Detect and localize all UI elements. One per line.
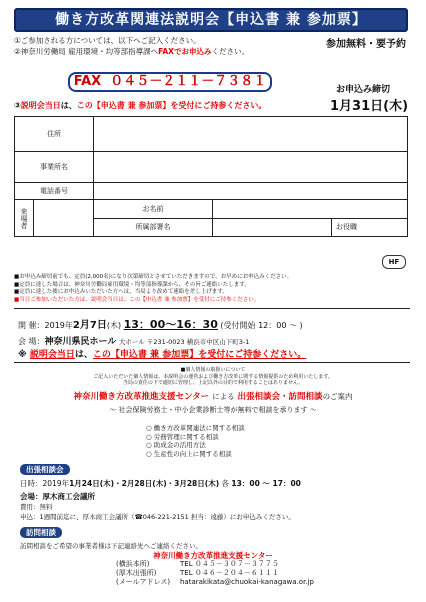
instruction-2-suffix: ください。	[211, 47, 249, 56]
bring-prefix: ※	[18, 350, 27, 360]
deadline-date: 1月31日(木)	[330, 99, 409, 114]
address-field[interactable]	[94, 117, 408, 152]
center-heading	[8, 390, 418, 402]
note-line: ■当日ご参加いただいた方は、説明会当日は、この【申込書 兼 参加票】を受付にご持参ください。	[14, 296, 260, 303]
contact-label: (厚木出張所)	[116, 569, 157, 577]
address-label: 住所	[15, 117, 94, 152]
application-form	[8, 4, 418, 596]
position-label: お役職	[336, 223, 357, 232]
company-label: 事業所名	[15, 152, 94, 183]
session-dates: 1月24日(木)・2月28日(木)・3月28日(木)	[69, 479, 220, 488]
instruction-3	[14, 100, 266, 111]
session-time-mid: 各	[221, 479, 230, 488]
fax-label: FAX	[73, 74, 102, 89]
company-field[interactable]	[94, 152, 408, 183]
dept-label: 所属部署名	[94, 218, 213, 237]
session-date-prefix: 日時：2019年	[20, 479, 70, 488]
event-venue-detail: 大ホール 〒231-0023 横浜市中区山下町3-1	[118, 338, 250, 346]
instruction-1: ①ご参加される方については、以下へご記入ください。	[14, 36, 201, 45]
event-reception: (受付開始 12：00 ～ )	[220, 321, 303, 330]
fax-number: ０４５－２１１－７３８１	[110, 74, 267, 89]
consult-item: ○ 労務管理に関する相談	[146, 433, 245, 442]
contact-label: (メールアドレス)	[116, 578, 171, 586]
visit-tag: 訪問相談	[20, 527, 62, 538]
privacy-line: ご記入いただいた個人情報は、本説明会の運営および働き方改革に関する情報提供のため利用いたします。	[93, 373, 333, 380]
session-date-line	[20, 478, 301, 489]
event-weekday: (木)	[106, 321, 122, 330]
note-line: ■お申込み締切前でも、定員(2,000名)になり次第締切とさせていただきますので、お早めにお申込みください。	[14, 274, 293, 280]
instruction-3-mid: は、	[60, 101, 77, 110]
instruction-3-day: 説明会当日	[20, 101, 61, 110]
bring-form: この【申込書 兼 参加票】を受付にご持参ください。	[92, 350, 307, 360]
privacy-line: ■個人情報の取扱いについて	[180, 367, 246, 373]
contact-row	[116, 560, 314, 569]
center-event: 出張相談会・訪問相談	[237, 392, 323, 402]
visit-text: 訪問相談をご希望の事業者様は下記連絡先へご連絡ください。	[20, 542, 202, 550]
dept-field[interactable]	[213, 218, 332, 237]
event-venue-label: 会 場：	[18, 337, 45, 346]
consult-item: ○ 助成金の活用方法	[146, 441, 245, 450]
bring-day: 説明会当日	[29, 350, 75, 360]
deadline-label: お申込み締切	[336, 85, 391, 95]
fee-note: 参加無料・要予約	[326, 39, 406, 50]
session-venue: 会場：厚木商工会議所	[20, 492, 95, 501]
center-sub: ～ 社会保険労務士・中小企業診断士等が無料で相談を承ります ～	[109, 406, 317, 414]
consult-item: ○ 生産性の向上に関する相談	[146, 450, 245, 459]
session-tag: 出張相談会	[20, 464, 70, 475]
contact-row	[116, 578, 314, 587]
session-time: 13：00 ～ 17：00	[231, 479, 301, 488]
position-cell[interactable]	[332, 218, 408, 237]
event-bring-line	[18, 347, 306, 360]
name-label: お名前	[94, 200, 213, 219]
consult-item: ○ 働き方改革関連法に関する相談	[146, 424, 245, 433]
instruction-2-prefix: ②神奈川労働局 雇用環境・均等部指導課へ	[14, 47, 159, 56]
visit-contacts	[116, 560, 314, 587]
contact-value: TEL ０４５－３０７－３７７５	[180, 560, 279, 568]
notes-block	[14, 274, 412, 304]
privacy-line: 当局の責任の下で適切に管理し、上記以外の目的で利用することはありません。	[122, 380, 304, 386]
contact-row	[116, 569, 314, 578]
instruction-2	[14, 47, 249, 57]
divider	[14, 308, 410, 309]
form-title: 働き方改革関連法説明会【申込書 兼 参加票】	[14, 8, 408, 32]
consult-items	[146, 424, 245, 458]
event-date-line	[18, 316, 303, 332]
privacy-note	[8, 367, 418, 387]
contact-value: TEL ０４６－２０４－６１１１	[180, 569, 279, 577]
attendee-label: 来場者	[15, 200, 34, 236]
divider	[14, 362, 410, 363]
instruction-2-fax: FAXでお申込み	[158, 47, 212, 56]
fax-number-box	[68, 72, 272, 92]
name-field[interactable]	[213, 200, 408, 219]
phone-field[interactable]	[94, 183, 408, 200]
event-venue: 神奈川県民ホール	[44, 337, 117, 347]
visit-center-name: 神奈川働き方改革推進支援センター	[153, 551, 273, 560]
note-line: ■定員に達した場合は、神奈川労働局雇用環境・均等部指導課から、その旨ご連絡いたします。	[14, 281, 250, 288]
event-time: 13：00～16：30	[123, 318, 218, 331]
contact-label: (横浜本所)	[116, 560, 150, 568]
event-date: 2月7日	[72, 320, 107, 331]
phone-label: 電話番号	[15, 183, 94, 200]
center-mid: による	[212, 392, 235, 401]
registration-table	[14, 116, 408, 237]
attendee-spacer	[34, 200, 94, 236]
session-fee: 費用：無料	[20, 503, 53, 511]
attendee-group	[15, 200, 94, 237]
session-apply: 申込：1週間前迄に、厚木商工会議所（☎046-221-2151 担当：遠藤）にお申込みください。	[20, 513, 295, 521]
contact-email[interactable]: hatarakikata@chuokai-kanagawa.or.jp	[180, 578, 314, 586]
instruction-3-prefix: ③	[14, 101, 21, 110]
center-suffix: のご案内	[322, 392, 353, 401]
note-line: ■定員に達した後にお申込みいただいた方へは、当局より改めて連絡を差し上げます。	[14, 289, 228, 295]
instruction-3-bring: この【申込書 兼 参加票】を受付にご持参ください。	[76, 101, 267, 110]
event-venue-line	[18, 334, 249, 347]
event-date-label: 開 催：2019年	[18, 321, 73, 330]
hf-badge: HF	[382, 255, 406, 269]
bring-mid: は、	[74, 350, 93, 360]
center-name: 神奈川働き方改革推進支援センター	[73, 392, 210, 402]
